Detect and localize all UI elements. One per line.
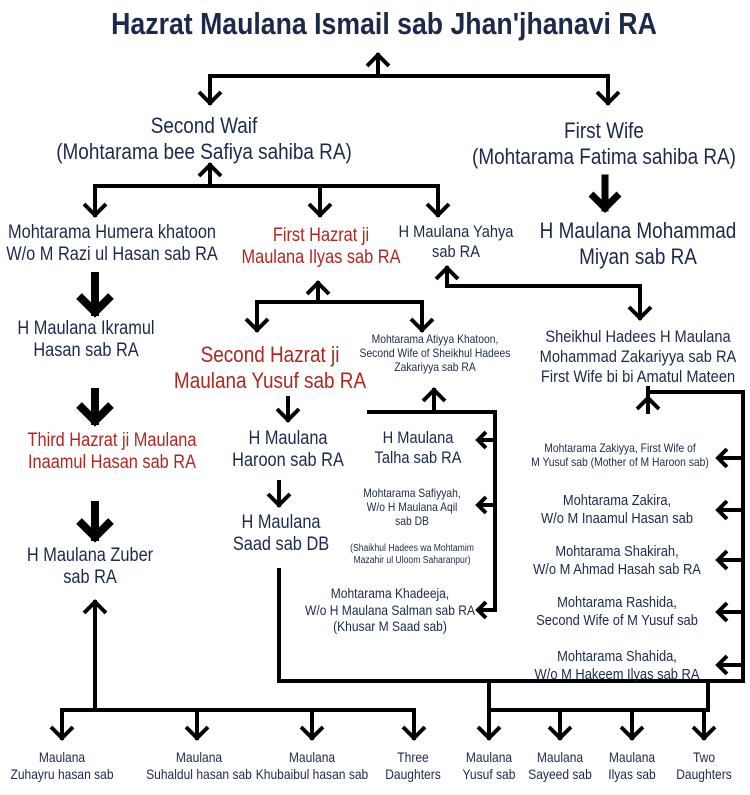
node-zakira-line-2: W/o M Inaamul Hasan sab (540, 509, 694, 527)
node-zakira-line-1: Mohtarama Zakira, (562, 492, 672, 509)
node-safiyyah-note-line-2: Mazahir ul Uloom Saharanpur) (353, 554, 471, 566)
node-first-hazrat-ji-ilyas (242, 225, 401, 270)
child-line-1: Maulana (288, 749, 336, 765)
node-saad-line-2: Saad sab DB (232, 534, 330, 556)
node-zakariyya-line-2: Mohammad Zakariyya sab RA (539, 347, 737, 367)
node-saad-line-1: H Maulana (241, 512, 321, 533)
node-ikramul-line-1: H Maulana Ikramul (17, 318, 155, 339)
child-line-2: Daughters (385, 765, 441, 782)
node-safiyyah-line-2: W/o H Maulana Aqil (366, 500, 458, 515)
node-khadeeja-line-1: Mohtarama Khadeeja, (330, 585, 450, 601)
node-zuber-line-1: H Maulana Zuber (26, 545, 154, 566)
child-node (146, 749, 252, 782)
child-node (608, 749, 656, 782)
tree-root-title: Hazrat Maulana Ismail sab Jhan'jhanavi RA (111, 6, 657, 41)
node-rashida-line-1: Mohtarama Rashida, (557, 594, 677, 611)
node-shakirah-line-2: W/o M Ahmad Hasah sab RA (533, 560, 701, 578)
node-talha-line-1: H Maulana (382, 428, 454, 447)
node-shahida-line-2: W/o M Hakeem Ilyas sab RA (534, 665, 700, 683)
node-zakiyya-line-2: M Yusuf sab (Mother of M Haroon sab) (531, 455, 709, 470)
child-line-1: Maulana (608, 749, 656, 765)
child-line-1: Maulana (175, 749, 223, 765)
child-line-2: Khubaibul hasan sab (255, 765, 369, 782)
child-line-2: Yusuf sab (462, 765, 516, 782)
node-yusuf-line-1: Second Hazrat ji (200, 342, 340, 367)
node-zakariyya-line-1: Sheikhul Hadees H Maulana (545, 327, 731, 346)
node-ilyas-line-2: Maulana Ilyas sab RA (241, 247, 401, 269)
node-atiyya-line-3: Zakariyya sab RA (394, 360, 476, 375)
node-safiyyah-note-line-1: (Shaikhul Hadees wa Mohtamim (350, 543, 474, 554)
node-zakiyya-line-1: Mohtarama Zakiyya, First Wife of (544, 441, 696, 455)
node-zakiyya (531, 441, 709, 469)
node-atiyya-khatoon (360, 332, 511, 374)
node-zuber (27, 545, 153, 590)
node-second-wife (56, 113, 352, 165)
node-zuber-line-2: sab RA (63, 567, 117, 589)
node-ilyas-line-1: First Hazrat ji (272, 225, 370, 246)
node-second-wife-line-2: (Mohtarama bee Safiya sahiba RA) (56, 138, 352, 164)
node-first-wife-line-1: First Wife (564, 118, 644, 143)
node-humera-line-2: W/o M Razi ul Hasan sab RA (6, 244, 218, 266)
child-node (528, 749, 592, 782)
node-atiyya-line-2: Second Wife of Sheikhul Hadees (359, 346, 511, 361)
node-first-wife-line-2: (Mohtarama Fatima sahiba RA) (472, 143, 736, 169)
child-node (385, 749, 441, 782)
node-ikramul-hasan (17, 318, 154, 363)
node-inaamul-line-2: Inaamul Hasan sab RA (27, 452, 197, 474)
node-yahya-line-1: H Maulana Yahya (398, 222, 514, 241)
node-haroon (232, 428, 344, 473)
node-maulana-yahya (399, 222, 514, 262)
child-node (10, 749, 113, 782)
node-atiyya-line-1: Mohtarama Atiyya Khatoon, (371, 332, 499, 346)
node-saad (233, 512, 329, 557)
child-line-2: Suhaldul hasan sab (146, 765, 252, 782)
node-safiyyah-line-1: Mohtarama Safiyyah, (363, 486, 461, 500)
child-line-1: Two (692, 749, 716, 765)
node-safiyyah-note (350, 543, 474, 567)
node-khadeeja (305, 585, 475, 635)
node-zakira (541, 492, 693, 527)
node-talha-line-2: Talha sab RA (374, 448, 462, 468)
node-talha (375, 428, 462, 468)
child-line-2: Sayeed sab (528, 765, 592, 782)
node-haroon-line-1: H Maulana (248, 428, 328, 449)
node-safiyyah (363, 486, 461, 528)
node-ikramul-line-2: Hasan sab RA (33, 340, 139, 362)
node-mohammad-miyan (540, 218, 737, 270)
node-humera-line-1: Mohtarama Humera khatoon (8, 222, 216, 243)
node-third-hazrat-ji-inaamul (28, 430, 197, 475)
child-line-2: Daughters (676, 765, 732, 782)
child-line-2: Ilyas sab (608, 765, 656, 782)
node-mohammad-miyan-line-1: H Maulana Mohammad (539, 218, 737, 243)
node-khadeeja-line-3: (Khusar M Saad sab) (333, 618, 447, 635)
node-first-wife (472, 118, 736, 170)
node-haroon-line-2: Haroon sab RA (232, 450, 344, 472)
node-shakirah (533, 543, 701, 578)
child-node (256, 749, 368, 782)
node-zakariyya-line-3: First Wife bi bi Amatul Mateen (540, 367, 736, 387)
node-second-wife-line-1: Second Waif (150, 113, 258, 138)
node-yusuf-line-2: Maulana Yusuf sab RA (173, 367, 367, 393)
node-zakariyya (540, 327, 737, 387)
child-node (463, 749, 516, 782)
node-safiyyah-line-3: sab DB (395, 514, 429, 529)
node-humera-khatoon (6, 222, 218, 267)
child-node (676, 749, 732, 782)
child-line-1: Maulana (465, 749, 513, 765)
node-mohammad-miyan-line-2: Miyan sab RA (579, 243, 697, 269)
child-line-2: Zuhayru hasan sab (10, 765, 114, 782)
child-line-1: Three (397, 749, 429, 765)
child-line-1: Maulana (38, 749, 86, 765)
node-shakirah-line-1: Mohtarama Shakirah, (555, 543, 679, 560)
child-line-1: Maulana (536, 749, 584, 765)
node-khadeeja-line-2: W/o H Maulana Salman sab RA (305, 601, 475, 618)
node-rashida (536, 594, 698, 629)
node-rashida-line-2: Second Wife of M Yusuf sab (536, 611, 698, 629)
node-shahida-line-1: Mohtarama Shahida, (557, 648, 677, 665)
node-shahida (535, 648, 700, 683)
node-second-hazrat-ji-yusuf (174, 342, 366, 394)
node-yahya-line-2: sab RA (432, 242, 480, 262)
node-inaamul-line-1: Third Hazrat ji Maulana (27, 430, 197, 451)
